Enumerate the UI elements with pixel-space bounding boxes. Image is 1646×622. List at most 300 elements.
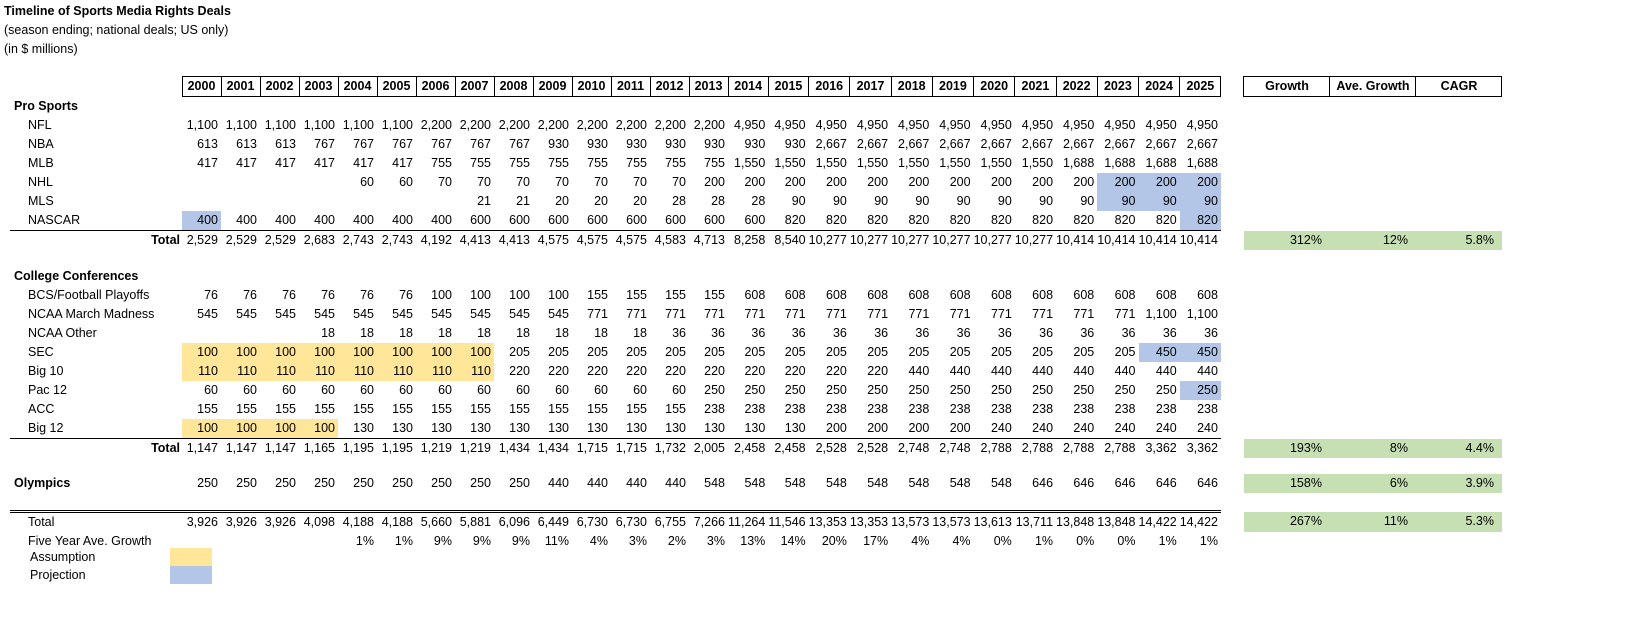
cell-2000 — [182, 173, 221, 192]
cell-2009: 11% — [544, 534, 569, 548]
cell-2006: 155 — [431, 402, 452, 416]
cell-2017: 250 — [867, 383, 889, 397]
legend-item — [30, 548, 212, 566]
cell-empty — [572, 267, 611, 286]
cell-2013: 2,005 — [689, 439, 728, 459]
data-row — [10, 173, 1502, 192]
cell-2008: 21 — [516, 194, 530, 208]
cell-2014: 130 — [744, 421, 766, 435]
cell-2008: 4,413 — [494, 231, 533, 251]
stat-empty — [1330, 211, 1416, 231]
legend-item — [30, 566, 212, 584]
cell-2021: 200 — [1032, 175, 1054, 189]
cell-2011: 755 — [626, 156, 647, 170]
cell-2024: 1,100 — [1145, 307, 1177, 321]
row-label: NHL — [28, 175, 54, 189]
sheet-subtitle-units: (in $ millions) — [4, 42, 78, 56]
cell-2022: 238 — [1073, 402, 1095, 416]
cell-2016: 10,277 — [809, 231, 850, 251]
cell-2017: 90 — [874, 194, 889, 208]
stat-cagr: 5.3% — [1416, 512, 1502, 533]
cell-2010: 220 — [587, 364, 608, 378]
cell-2010: 20 — [594, 194, 608, 208]
cell-2000: 250 — [197, 476, 218, 490]
stat-empty — [1416, 324, 1502, 343]
cell-empty — [1015, 267, 1056, 286]
year-header-2012: 2012 — [650, 77, 689, 97]
cell-empty — [650, 267, 689, 286]
cell-2015: 250 — [784, 383, 806, 397]
cell-2007: 100 — [470, 288, 491, 302]
cell-2022: 771 — [1073, 307, 1095, 321]
data-row — [10, 324, 1502, 343]
cell-2020: 36 — [997, 326, 1012, 340]
cell-empty — [974, 97, 1015, 117]
cell-2025: 1,688 — [1186, 156, 1218, 170]
stat-header-cagr: CAGR — [1416, 77, 1502, 97]
stat-empty — [1244, 400, 1330, 419]
cell-2015: 8,540 — [768, 231, 808, 251]
cell-2018: 548 — [908, 476, 930, 490]
cell-2015: 1,550 — [774, 156, 806, 170]
spacer — [1221, 474, 1244, 493]
cell-2008: 18 — [516, 326, 530, 340]
cell-2014: 205 — [744, 345, 766, 359]
cell-2015: 200 — [784, 175, 806, 189]
year-header-2023: 2023 — [1097, 77, 1138, 97]
stat-empty — [1330, 343, 1416, 362]
section-header-row — [10, 267, 1502, 286]
cell-2005: 2,743 — [377, 231, 416, 251]
cell-2018: 36 — [915, 326, 930, 340]
cell-2019: 2,748 — [932, 439, 973, 459]
cell-2005: 1,195 — [377, 439, 416, 459]
cell-2025: 646 — [1197, 476, 1218, 490]
cell-2025: 2,667 — [1186, 137, 1218, 151]
cell-2003: 400 — [314, 213, 335, 227]
cell-2022: 200 — [1073, 175, 1095, 189]
cell-2021: 4,950 — [1021, 118, 1054, 132]
cell-2024: 10,414 — [1139, 231, 1180, 251]
cell-2012: 28 — [672, 194, 686, 208]
cell-2011: 930 — [626, 137, 647, 151]
cell-2023: 1,688 — [1104, 156, 1136, 170]
cell-2003 — [299, 173, 338, 192]
cell-2000: 100 — [182, 419, 221, 439]
cell-empty — [299, 267, 338, 286]
spacer-row — [10, 250, 1502, 267]
cell-2020: 2,788 — [974, 439, 1015, 459]
spacer — [1221, 362, 1244, 381]
stat-empty — [1244, 362, 1330, 381]
cell-2023: 4,950 — [1104, 118, 1136, 132]
year-header-2000: 2000 — [182, 77, 221, 97]
cell-2002: 100 — [260, 419, 299, 439]
cell-2021: 13,711 — [1015, 512, 1056, 533]
cell-empty — [650, 97, 689, 117]
cell-2024: 3,362 — [1139, 439, 1180, 459]
cell-2007: 110 — [455, 362, 494, 381]
stat-empty — [1416, 267, 1502, 286]
cell-2010: 2,200 — [576, 118, 608, 132]
cell-2020: 200 — [990, 175, 1012, 189]
cell-2010: 600 — [587, 213, 608, 227]
cell-2022: 13,848 — [1056, 512, 1097, 533]
cell-2000 — [182, 192, 221, 211]
cell-2004: 110 — [338, 362, 377, 381]
cell-2003 — [299, 532, 338, 551]
cell-2002: 2,529 — [260, 231, 299, 251]
cell-2021: 440 — [1032, 364, 1054, 378]
cell-2019: 238 — [949, 402, 971, 416]
cell-2020: 440 — [990, 364, 1012, 378]
cell-2012: 6,755 — [650, 512, 689, 533]
cell-empty — [221, 97, 260, 117]
row-label: ACC — [28, 402, 55, 416]
cell-2022: 608 — [1073, 288, 1095, 302]
cell-2011: 440 — [626, 476, 647, 490]
spacer — [1221, 231, 1244, 251]
cell-2000: 400 — [182, 211, 221, 231]
cell-2024: 608 — [1155, 288, 1177, 302]
cell-2016: 220 — [826, 364, 847, 378]
stat-empty — [1416, 381, 1502, 400]
cell-2012: 36 — [672, 326, 686, 340]
year-header-2013: 2013 — [689, 77, 728, 97]
cell-2000: 545 — [197, 307, 218, 321]
legend — [30, 548, 212, 584]
cell-2021: 771 — [1032, 307, 1054, 321]
cell-empty — [338, 267, 377, 286]
cell-2003 — [299, 192, 338, 211]
cell-2005: 1% — [394, 534, 413, 548]
cell-2013: 238 — [704, 402, 725, 416]
spacer — [1221, 400, 1244, 419]
year-header-2018: 2018 — [891, 77, 932, 97]
cell-2007: 1,219 — [455, 439, 494, 459]
cell-2005: 76 — [399, 288, 413, 302]
cell-2022: 440 — [1073, 364, 1095, 378]
cell-2025: 36 — [1204, 326, 1218, 340]
spacer — [1221, 135, 1244, 154]
cell-2001: 2,529 — [221, 231, 260, 251]
cell-2005: 767 — [392, 137, 413, 151]
cell-empty — [416, 97, 455, 117]
stat-ave-growth: 12% — [1330, 231, 1416, 251]
cell-2014: 771 — [744, 307, 766, 321]
year-header-2015: 2015 — [768, 77, 808, 97]
cell-2016: 238 — [826, 402, 847, 416]
cell-2019: 548 — [949, 476, 971, 490]
stat-empty — [1244, 97, 1330, 117]
cell-2010: 70 — [594, 175, 608, 189]
spacer — [1221, 116, 1244, 135]
cell-2008: 250 — [509, 476, 530, 490]
cell-2023: 36 — [1121, 326, 1136, 340]
cell-empty — [377, 97, 416, 117]
year-header-2006: 2006 — [416, 77, 455, 97]
stat-empty — [1330, 305, 1416, 324]
cell-2012: 155 — [665, 288, 686, 302]
cell-empty — [850, 97, 891, 117]
cell-2006: 5,660 — [416, 512, 455, 533]
cell-2020: 205 — [990, 345, 1012, 359]
row-label: Big 10 — [28, 364, 64, 378]
cell-2018: 771 — [908, 307, 930, 321]
stat-ave-growth: 8% — [1330, 439, 1416, 459]
cell-2014: 4,950 — [734, 118, 766, 132]
cell-2000: 110 — [182, 362, 221, 381]
cell-empty — [932, 97, 973, 117]
cell-2017: 17% — [863, 534, 889, 548]
cell-2022: 10,414 — [1056, 231, 1097, 251]
cell-2012: 155 — [665, 402, 686, 416]
legend-swatch — [170, 548, 212, 566]
cell-2014: 548 — [744, 476, 766, 490]
row-label: NCAA March Madness — [28, 307, 155, 321]
cell-2021: 250 — [1032, 383, 1054, 397]
cell-2010: 155 — [587, 288, 608, 302]
grand-total-row — [10, 512, 1502, 533]
cell-2011: 3% — [628, 534, 647, 548]
stat-empty — [1244, 116, 1330, 135]
cell-2017: 10,277 — [850, 231, 891, 251]
cell-2001: 3,926 — [221, 512, 260, 533]
stat-empty — [1416, 116, 1502, 135]
cell-2003: 4,098 — [299, 512, 338, 533]
cell-2022: 90 — [1080, 194, 1095, 208]
cell-2013: 930 — [704, 137, 725, 151]
total-label: Total — [10, 439, 182, 459]
cell-2005: 1,100 — [381, 118, 413, 132]
cell-2016: 4,950 — [815, 118, 847, 132]
cell-2013: 2,200 — [693, 118, 725, 132]
cell-2024: 2,667 — [1145, 137, 1177, 151]
stat-empty — [1416, 532, 1502, 551]
cell-2018: 4% — [911, 534, 930, 548]
cell-2025: 200 — [1180, 173, 1221, 192]
stat-empty — [1330, 267, 1416, 286]
cell-2011: 70 — [633, 175, 647, 189]
cell-2024: 36 — [1162, 326, 1177, 340]
cell-2001: 155 — [236, 402, 257, 416]
cell-2012: 771 — [665, 307, 686, 321]
cell-2021: 820 — [1032, 213, 1054, 227]
cell-2014: 200 — [744, 175, 766, 189]
cell-2017: 220 — [867, 364, 889, 378]
cell-2008: 767 — [509, 137, 530, 151]
cell-2002 — [260, 173, 299, 192]
cell-2013: 3% — [706, 534, 725, 548]
cell-2021: 1,550 — [1021, 156, 1054, 170]
cell-2007: 130 — [470, 421, 491, 435]
cell-2000: 60 — [204, 383, 218, 397]
cell-2021: 2,667 — [1021, 137, 1054, 151]
cell-2006: 110 — [416, 362, 455, 381]
data-row — [10, 419, 1502, 439]
stat-ave-growth: 11% — [1330, 512, 1416, 533]
cell-2002: 250 — [275, 476, 296, 490]
stat-growth: 312% — [1244, 231, 1330, 251]
cell-2018: 2,748 — [891, 439, 932, 459]
cell-empty — [1139, 267, 1180, 286]
cell-2006: 130 — [431, 421, 452, 435]
section-header-row — [10, 97, 1502, 117]
spacer — [1221, 173, 1244, 192]
cell-2013: 205 — [704, 345, 725, 359]
cell-2015: 205 — [784, 345, 806, 359]
cell-2025: 3,362 — [1180, 439, 1221, 459]
year-header-2021: 2021 — [1015, 77, 1056, 97]
cell-2023: 238 — [1114, 402, 1136, 416]
spacer — [1221, 286, 1244, 305]
cell-2016: 90 — [832, 194, 847, 208]
cell-2002: 545 — [275, 307, 296, 321]
olympics-label: Olympics — [14, 476, 71, 490]
spacer — [1221, 154, 1244, 173]
cell-2020: 10,277 — [974, 231, 1015, 251]
cell-2020: 820 — [990, 213, 1012, 227]
cell-2014: 608 — [744, 288, 766, 302]
cell-2012: 60 — [672, 383, 686, 397]
cell-2003: 545 — [314, 307, 335, 321]
cell-2002: 1,147 — [260, 439, 299, 459]
cell-2007: 5,881 — [455, 512, 494, 533]
cell-2023: 0% — [1117, 534, 1136, 548]
cell-empty — [932, 267, 973, 286]
stat-empty — [1416, 286, 1502, 305]
cell-empty — [494, 97, 533, 117]
cell-2006: 250 — [431, 476, 452, 490]
cell-2010: 930 — [587, 137, 608, 151]
cell-2013: 36 — [711, 326, 725, 340]
year-header-2008: 2008 — [494, 77, 533, 97]
spacer — [1221, 211, 1244, 231]
cell-2023: 2,788 — [1097, 439, 1138, 459]
cell-2009: 440 — [548, 476, 569, 490]
cell-2001: 417 — [236, 156, 257, 170]
cell-2016: 2,528 — [809, 439, 850, 459]
cell-empty — [809, 97, 850, 117]
cell-2025: 10,414 — [1180, 231, 1221, 251]
cell-2007: 21 — [477, 194, 491, 208]
cell-2016: 200 — [826, 175, 847, 189]
cell-2006: 767 — [431, 137, 452, 151]
cell-2019: 10,277 — [932, 231, 973, 251]
row-label: NASCAR — [28, 213, 81, 227]
cell-2002 — [260, 192, 299, 211]
cell-2004: 1% — [355, 534, 374, 548]
cell-2007: 155 — [470, 402, 491, 416]
cell-2010: 205 — [587, 345, 608, 359]
cell-2020: 240 — [990, 421, 1012, 435]
data-row — [10, 343, 1502, 362]
cell-2024: 240 — [1155, 421, 1177, 435]
cell-2012: 2,200 — [654, 118, 686, 132]
cell-2001: 100 — [221, 343, 260, 362]
cell-2010: 6,730 — [572, 512, 611, 533]
row-label: NBA — [28, 137, 54, 151]
cell-2015: 771 — [784, 307, 806, 321]
cell-2004: 1,195 — [338, 439, 377, 459]
cell-2009: 4,575 — [533, 231, 572, 251]
cell-2021: 36 — [1039, 326, 1054, 340]
data-row — [10, 400, 1502, 419]
stat-growth: 193% — [1244, 439, 1330, 459]
cell-2014: 8,258 — [728, 231, 768, 251]
cell-2008: 155 — [509, 402, 530, 416]
cell-2025: 4,950 — [1186, 118, 1218, 132]
year-header-2020: 2020 — [974, 77, 1015, 97]
cell-2015: 608 — [784, 288, 806, 302]
cell-empty — [338, 97, 377, 117]
cell-2011: 6,730 — [611, 512, 650, 533]
cell-2021: 2,788 — [1015, 439, 1056, 459]
cell-empty — [377, 267, 416, 286]
cell-empty — [768, 267, 808, 286]
spacer — [1221, 512, 1244, 533]
cell-2012: 4,583 — [650, 231, 689, 251]
spacer — [1221, 419, 1244, 439]
cell-2023: 646 — [1114, 476, 1136, 490]
cell-2023: 250 — [1114, 383, 1136, 397]
cell-empty — [182, 97, 221, 117]
cell-2010: 771 — [587, 307, 608, 321]
cell-2003: 2,683 — [299, 231, 338, 251]
data-row — [10, 211, 1502, 231]
cell-2005: 545 — [392, 307, 413, 321]
cell-2006: 755 — [431, 156, 452, 170]
row-label: BCS/Football Playoffs — [28, 288, 150, 302]
data-row — [10, 135, 1502, 154]
cell-2010: 130 — [587, 421, 608, 435]
cell-2003: 76 — [321, 288, 335, 302]
cell-2012: 70 — [672, 175, 686, 189]
cell-2013: 28 — [711, 194, 725, 208]
cell-2022: 36 — [1080, 326, 1095, 340]
cell-2001: 100 — [221, 419, 260, 439]
cell-2013: 548 — [704, 476, 725, 490]
cell-2000 — [182, 324, 221, 343]
cell-2025: 14,422 — [1180, 512, 1221, 533]
cell-empty — [455, 97, 494, 117]
cell-2018: 200 — [908, 421, 930, 435]
cell-2007: 755 — [470, 156, 491, 170]
cell-2009: 755 — [548, 156, 569, 170]
cell-2016: 13,353 — [809, 512, 850, 533]
data-row — [10, 116, 1502, 135]
cell-2004: 545 — [353, 307, 374, 321]
cell-2004: 76 — [360, 288, 374, 302]
cell-2018: 2,667 — [898, 137, 930, 151]
cell-2025: 238 — [1197, 402, 1218, 416]
cell-2001: 110 — [221, 362, 260, 381]
cell-2020: 0% — [993, 534, 1012, 548]
cell-2023: 771 — [1114, 307, 1136, 321]
cell-2004: 417 — [353, 156, 374, 170]
cell-2022: 240 — [1073, 421, 1095, 435]
spacer — [1221, 343, 1244, 362]
cell-2025: 1,100 — [1186, 307, 1218, 321]
cell-2024: 1,688 — [1145, 156, 1177, 170]
cell-2020: 238 — [990, 402, 1012, 416]
cell-2011: 20 — [633, 194, 647, 208]
stat-empty — [1330, 97, 1416, 117]
cell-2014: 238 — [744, 402, 766, 416]
cell-2009: 100 — [548, 288, 569, 302]
cell-2013: 200 — [704, 175, 725, 189]
row-label: MLB — [28, 156, 54, 170]
